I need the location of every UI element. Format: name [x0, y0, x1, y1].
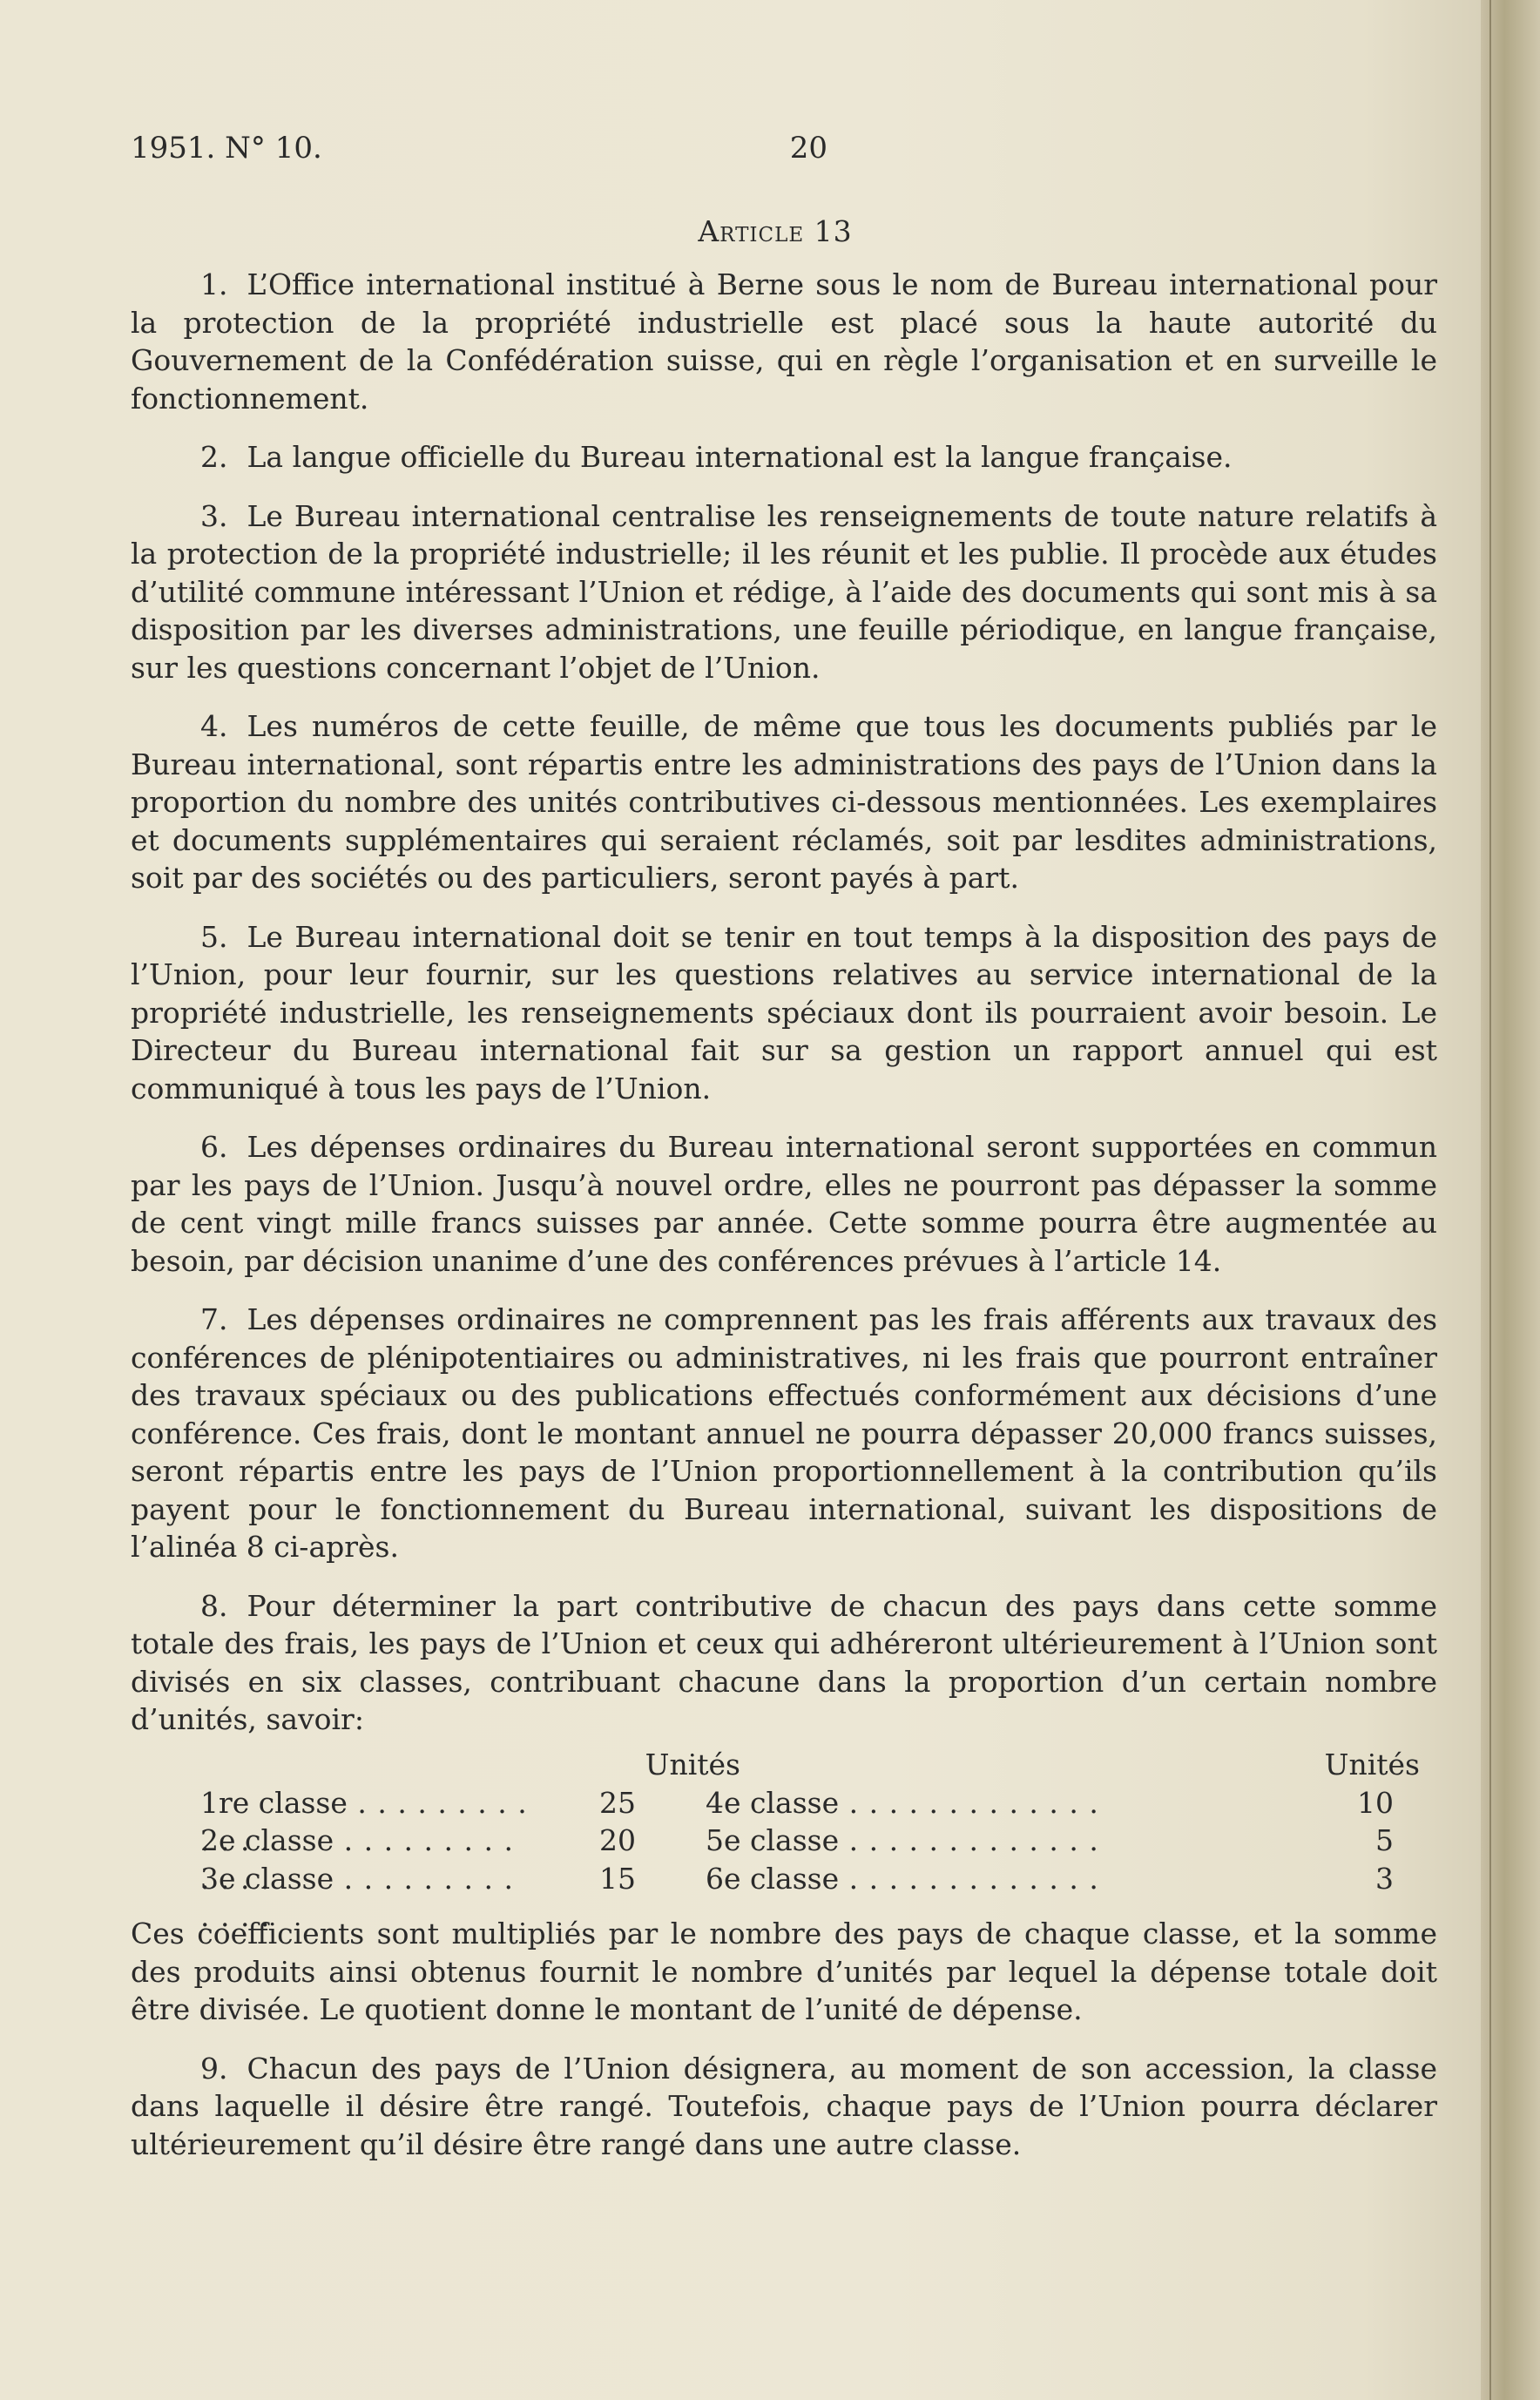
dot-leader	[839, 1823, 1099, 1857]
paragraph-4: 4. Les numéros de cette feuille, de même que tous les documents publiés par le Bureau international, sont répartis entre les administrations des pays de l’Union dans la proportion du nombre des unités contributives ci-dessous mentionnées. Les exemplaires et documents supplémentaires qui seraient réclamés, soit par lesdites administrations, soit par des sociétés ou des particuliers, seront payés à part.	[131, 709, 1437, 895]
dot-leader	[839, 1786, 1099, 1820]
page-header	[131, 131, 827, 166]
table-row	[131, 1860, 1437, 1898]
class-units: 20	[599, 1823, 636, 1857]
paragraph-5: 5. Le Bureau international doit se tenir en tout temps à la disposition des pays de l’Union, pour leur fournir, sur les questions relatives au service international de la propriété industrielle, les renseignements spéciaux dont ils pourraient avoir besoin. Le Directeur du Bureau international fait sur sa gestion un rapport annuel qui est communiqué à tous les pays de l’Union.	[131, 919, 1437, 1105]
paragraph-3: 3. Le Bureau international centralise les renseignements de toute nature relatifs à la protection de la propriété industrielle; il les réunit et les publie. Il procède aux études d’utilité commune intéressant l’Union et rédige, à l’aide des documents qui sont mis à sa disposition par les diverses administrations, une feuille périodique, en langue française, sur les questions concernant l’objet de l’Union.	[131, 498, 1437, 685]
class-label: 4e classe	[706, 1785, 840, 1820]
paragraph-8: 8. Pour déterminer la part contributive de chacun des pays dans cette somme totale des frais, les pays de l’Union et ceux qui adhéreront ultérieurement à l’Union sont divisés en six classes, contribuant chacune dans la proportion d’un certain nombre d’unités, savoir:	[131, 1588, 1437, 1736]
paragraph-1: 1. L’Office international institué à Berne sous le nom de Bureau international pour la protection de la propriété industrielle est placé sous la haute autorité du Gouvernement de la Confédération suisse, qui en règle l’organisation et en surveille le fonctionnement.	[131, 267, 1437, 416]
class-label: 2e classe	[200, 1823, 334, 1857]
paragraph-2: 2. La langue officielle du Bureau international est la langue française.	[200, 440, 1233, 474]
dot-leader	[839, 1862, 1099, 1896]
table-row	[131, 1822, 1437, 1860]
page-number: 20	[789, 131, 827, 166]
class-label: 3e classe	[200, 1861, 334, 1896]
classes-table-header	[131, 1746, 1437, 1784]
article-body	[131, 266, 1437, 2163]
book-spine-shadow	[1481, 0, 1540, 2400]
class-units: 25	[599, 1785, 636, 1820]
class-units: 5	[1375, 1823, 1394, 1857]
issue-reference: 1951. N° 10.	[131, 131, 322, 166]
table-row	[131, 1784, 1437, 1822]
class-label: 6e classe	[706, 1861, 840, 1896]
paragraph-6: 6. Les dépenses ordinaires du Bureau international seront supportées en commun par les pays de l’Union. Jusqu’à nouvel ordre, elles ne pourront pas dépasser la somme de cent vingt mille francs suisses par année. Cette somme pourra être augmentée au besoin, par décision unanime d’une des conférences prévues à l’article 14.	[131, 1130, 1437, 1278]
class-units: 3	[1375, 1861, 1394, 1896]
paragraph-7: 7. Les dépenses ordinaires ne comprennent pas les frais afférents aux travaux des conférences de plénipotentiaires ou administratives, ni les frais que pourront entraîner des travaux spéciaux ou des publications effectués conformément aux décisions d’une conférence. Ces frais, dont le montant annuel ne pourra dépasser 20,000 francs suisses, seront répartis entre les pays de l’Union proportionnellement à la contribution qu’ils payent pour le fonctionnement du Bureau international, suivant les dispositions de l’alinéa 8 ci-après.	[131, 1302, 1437, 1564]
article-title: Article 13	[698, 214, 853, 248]
units-header-right: Unités	[1324, 1747, 1420, 1781]
class-label: 5e classe	[706, 1823, 840, 1857]
class-units: 10	[1357, 1785, 1394, 1820]
class-units: 15	[599, 1861, 636, 1896]
coefficients-paragraph: Ces coefficients sont multipliés par le nombre des pays de chaque classe, et la somme des produits ainsi obtenus fournit le nombre d’unités par lequel la dépense totale doit être divisée. Le quotient donne le montant de l’unité de dépense.	[131, 1917, 1437, 2026]
units-header-left: Unités	[645, 1747, 740, 1781]
paragraph-9: 9. Chacun des pays de l’Union désignera, au moment de son accession, la classe dans laquelle il désire être rangé. Toutefois, chaque pays de l’Union pourra déclarer ultérieurement qu’il désire être rangé dans une autre classe.	[131, 2051, 1437, 2161]
class-label: 1re classe	[200, 1785, 348, 1820]
classes-table	[131, 1746, 1437, 1898]
